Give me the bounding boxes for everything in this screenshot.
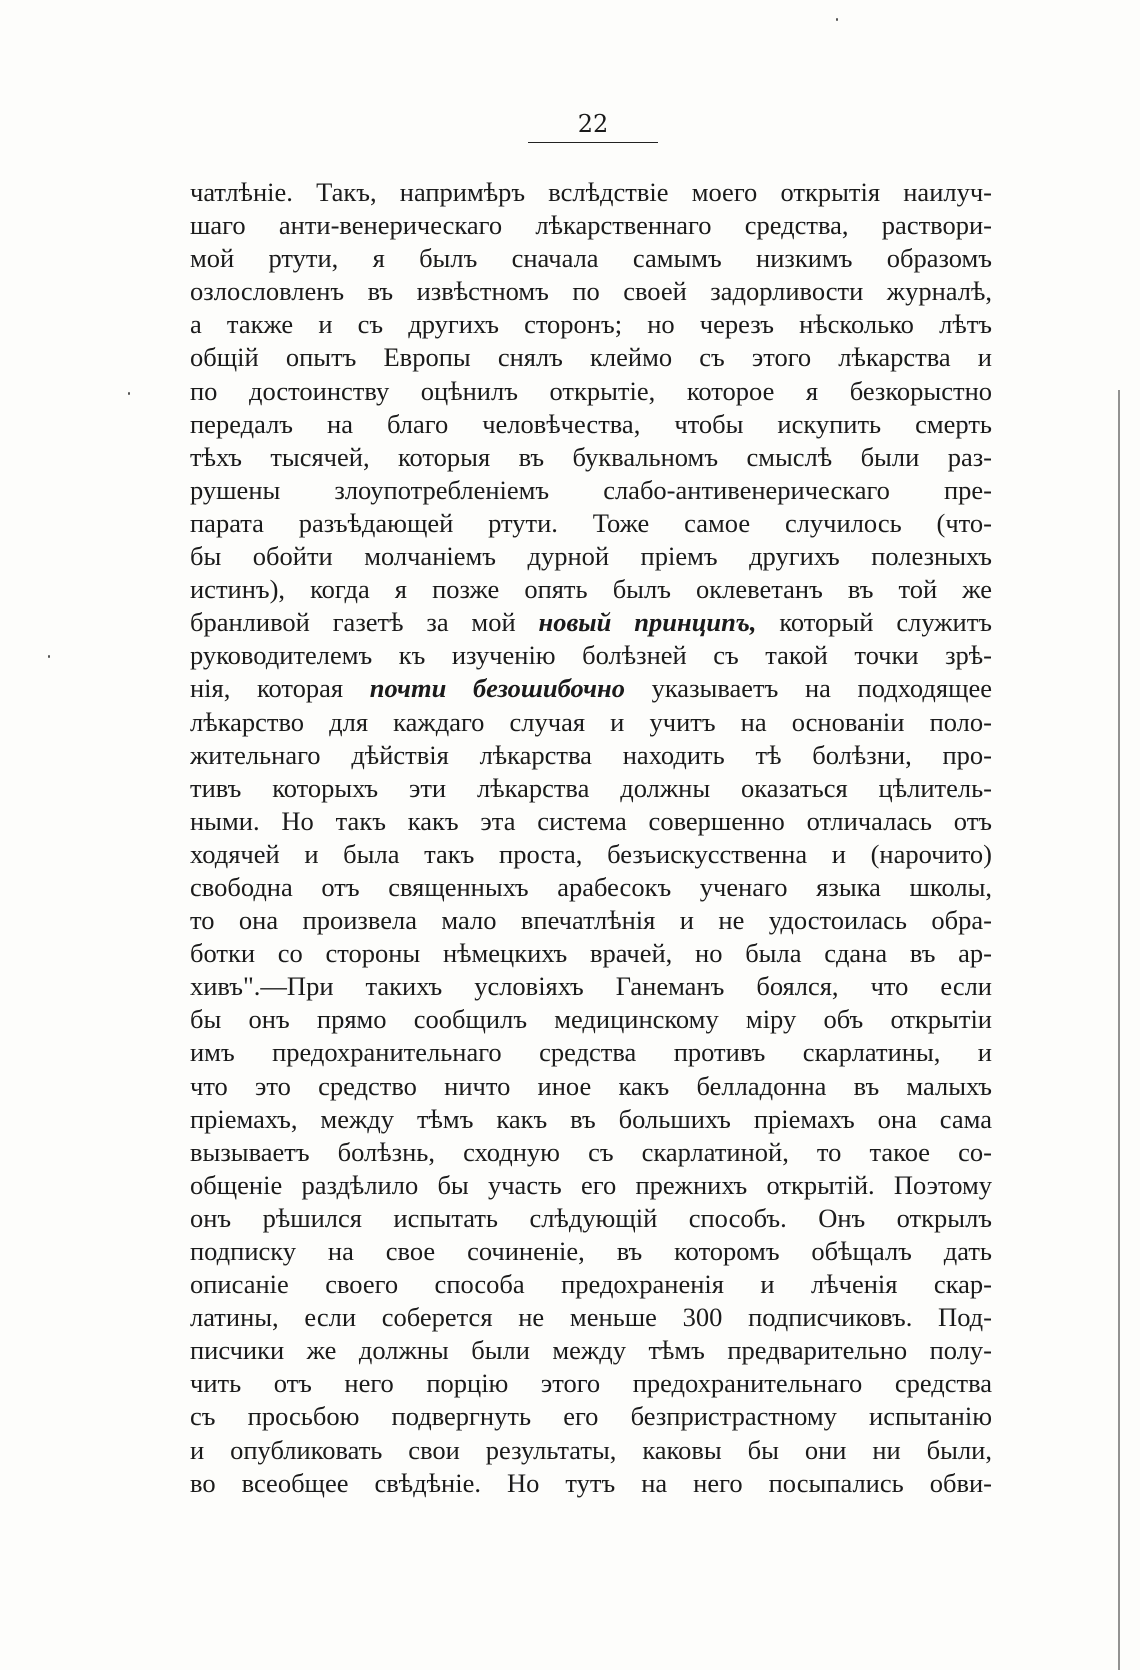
text-run: тивъ которыхъ эти лѣкарства должны оказаться цѣлитель- xyxy=(190,772,992,803)
text-run: парата разъѣдающей ртути. Тоже самое случилось (что- xyxy=(190,507,992,538)
text-run: имъ предохранительнаго средства противъ скарлатины, и xyxy=(190,1037,992,1068)
text-line xyxy=(190,639,992,672)
text-run: тѣхъ тысячей, которыя въ буквальномъ смыслѣ были раз- xyxy=(190,441,992,472)
scan-edge-line xyxy=(1118,390,1120,1670)
text-line xyxy=(190,1169,992,1202)
text-line xyxy=(190,474,992,507)
text-run: подписку на свое сочиненіе, въ которомъ обѣщалъ дать xyxy=(190,1236,992,1266)
scan-speck xyxy=(836,18,838,21)
text-line xyxy=(190,375,992,408)
text-line xyxy=(190,1036,992,1069)
text-line xyxy=(190,507,992,540)
text-run: бранливой газетѣ за мой xyxy=(190,607,539,638)
text-run: общій опытъ Европы снялъ клеймо съ этого лѣкарства и xyxy=(190,342,992,373)
text-line xyxy=(190,441,992,474)
text-line xyxy=(190,606,992,639)
text-run: передалъ на благо человѣчества, чтобы искупить смерть xyxy=(190,408,992,439)
text-line xyxy=(190,838,992,871)
text-run: описаніе своего способа предохраненія и лѣченія скар- xyxy=(190,1269,992,1300)
text-line xyxy=(190,408,992,441)
text-line xyxy=(190,1103,992,1136)
text-line xyxy=(190,1070,992,1103)
text-line xyxy=(190,1301,992,1334)
text-run: общеніе раздѣлило бы участь его прежнихъ открытій. Поэтому xyxy=(190,1169,992,1200)
text-line xyxy=(190,970,992,1003)
text-run: свободна отъ священныхъ арабесокъ ученаго языка школы, xyxy=(190,871,992,902)
text-line xyxy=(190,937,992,970)
text-line xyxy=(190,573,992,606)
text-run: озлословленъ въ извѣстномъ по своей задорливости журналѣ, xyxy=(190,276,992,307)
scan-speck xyxy=(48,655,50,658)
text-run: ботки со стороны нѣмецкихъ врачей, но была сдана въ ар- xyxy=(190,938,992,969)
text-line xyxy=(190,1367,992,1400)
text-run: по достоинству оцѣнилъ открытіе, которое я безкорыстно xyxy=(190,375,992,406)
text-run: а также и съ другихъ сторонъ; но черезъ нѣсколько лѣтъ xyxy=(190,309,992,340)
text-run: латины, если соберется не меньше 300 подписчиковъ. Под- xyxy=(190,1302,992,1333)
text-line xyxy=(190,341,992,374)
text-line xyxy=(190,1400,992,1433)
text-run: бы онъ прямо сообщилъ медицинскому міру объ открытіи xyxy=(190,1004,992,1035)
text-line xyxy=(190,772,992,805)
text-run: хивъ".—При такихъ условіяхъ Ганеманъ боялся, что если xyxy=(190,971,992,1002)
text-run: лѣкарство для каждаго случая и учитъ на основаніи поло- xyxy=(190,706,992,737)
text-run: истинъ), когда я позже опять былъ оклеветанъ въ той же xyxy=(190,574,992,605)
text-line xyxy=(190,1136,992,1169)
text-line xyxy=(190,275,992,308)
text-line xyxy=(190,1235,992,1268)
text-line xyxy=(190,1334,992,1367)
text-run: мой ртути, я былъ сначала самымъ низкимъ образомъ xyxy=(190,243,992,274)
text-line xyxy=(190,242,992,275)
text-run: во всеобщее свѣдѣніе. Но тутъ на него посыпались обви- xyxy=(190,1467,992,1498)
text-run: онъ рѣшился испытать слѣдующій способъ. Онъ открылъ xyxy=(190,1202,992,1233)
text-run: съ просьбою подвергнуть его безпристрастному испытанію xyxy=(190,1401,992,1432)
header-rule xyxy=(528,142,658,143)
text-run: жительнаго дѣйствія лѣкарства находить тѣ болѣзни, про- xyxy=(190,739,992,770)
italic-text-run: почти безошибочно xyxy=(369,673,625,704)
text-run: пріемахъ, между тѣмъ какъ въ большихъ пріемахъ она сама xyxy=(190,1103,992,1134)
text-line xyxy=(190,871,992,904)
text-line xyxy=(190,540,992,573)
scan-speck xyxy=(128,392,130,395)
text-run: бы обойти молчаніемъ дурной пріемъ другихъ полезныхъ xyxy=(190,541,992,572)
text-line xyxy=(190,904,992,937)
text-run: вызываетъ болѣзнь, сходную съ скарлатиной, то такое со- xyxy=(190,1136,992,1167)
text-line xyxy=(190,739,992,772)
text-run: рушены злоупотребленіемъ слабо-антивенерическаго пре- xyxy=(190,474,992,505)
italic-text-run: новый принципъ, xyxy=(538,607,757,638)
text-line xyxy=(190,1268,992,1301)
text-line xyxy=(190,1003,992,1036)
text-run: писчики же должны были между тѣмъ предварительно полу- xyxy=(190,1335,992,1366)
page-number: 22 xyxy=(577,110,609,138)
text-line xyxy=(190,209,992,242)
text-line xyxy=(190,308,992,341)
text-line xyxy=(190,805,992,838)
text-run: что это средство ничто иное какъ белладонна въ малыхъ xyxy=(190,1070,992,1101)
text-run: ходячей и была такъ проста, безъискусственна и (нарочито) xyxy=(190,838,992,869)
text-line xyxy=(190,706,992,739)
text-run: указываетъ на подходящее xyxy=(624,673,992,704)
text-line xyxy=(190,672,992,705)
text-run: то она произвела мало впечатлѣнія и не удостоилась обра- xyxy=(190,905,992,936)
text-run: шаго анти-венерическаго лѣкарственнаго средства, раствори- xyxy=(190,210,992,241)
text-line xyxy=(190,1434,992,1467)
body-text xyxy=(190,176,992,1500)
text-run: и опубликовать свои результаты, каковы бы они ни были, xyxy=(190,1434,992,1465)
text-line xyxy=(190,1467,992,1500)
text-line xyxy=(190,1202,992,1235)
text-run: чатлѣніе. Такъ, напримѣръ вслѣдствіе моего открытія наилуч- xyxy=(190,177,992,207)
text-run: который служитъ xyxy=(756,607,992,638)
text-run: чить отъ него порцію этого предохранительнаго средства xyxy=(190,1368,992,1399)
text-line xyxy=(190,176,992,209)
text-run: ными. Но такъ какъ эта система совершенно отличалась отъ xyxy=(190,805,992,836)
text-run: руководителемъ къ изученію болѣзней съ такой точки зрѣ- xyxy=(190,640,992,671)
text-run: нія, которая xyxy=(190,673,370,704)
